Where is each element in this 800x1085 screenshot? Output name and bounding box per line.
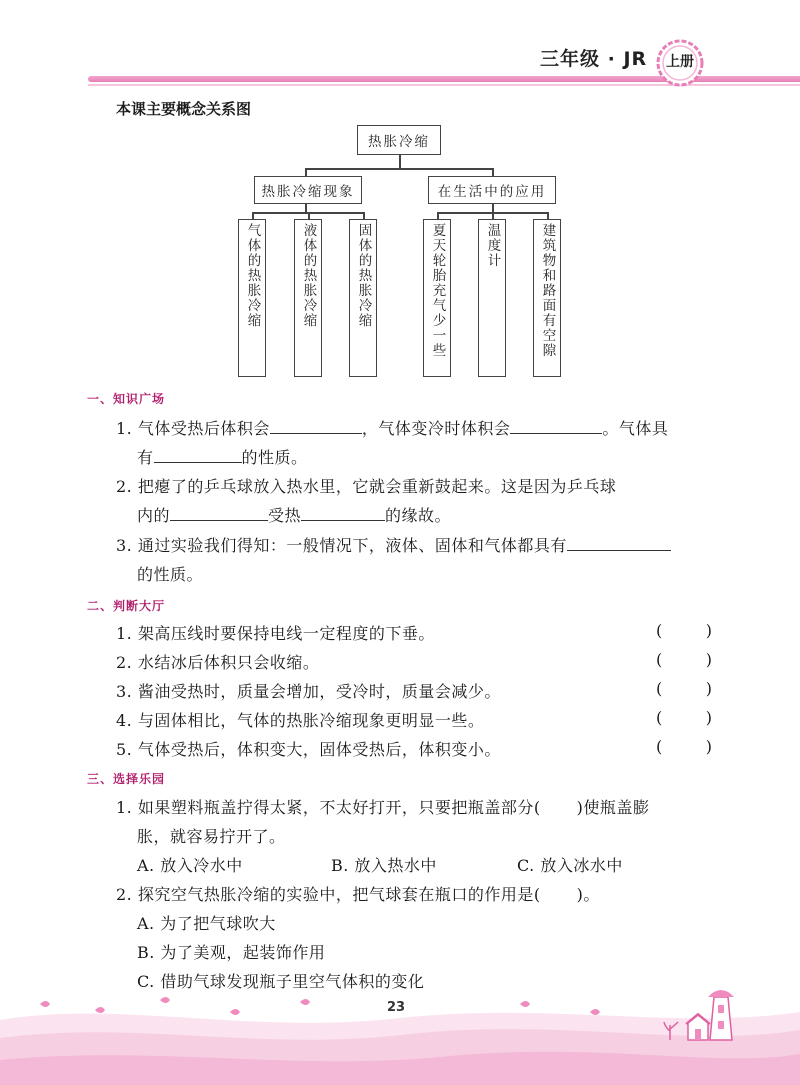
choice-question-1-line-2: 胀，就容易拧开了。 [137, 827, 286, 846]
paren-open: ( [656, 679, 663, 698]
answer-parentheses[interactable] [656, 650, 712, 669]
leaf-label: 夏天轮胎充气少一些 [429, 223, 446, 358]
diagram-leaf [294, 219, 322, 377]
fill-question-1-line-1 [116, 416, 668, 439]
diagram-title: 本课主要概念关系图 [116, 100, 252, 118]
paren-close: ) [705, 650, 712, 669]
answer-blank[interactable] [270, 419, 362, 434]
section-title-judgement: 二、判断大厅 [87, 599, 166, 613]
question-text: 的性质。 [137, 565, 204, 584]
paren-open: ( [656, 650, 663, 669]
paren-close: ) [705, 621, 712, 640]
question-text: )使瓶盖膨 [576, 798, 650, 817]
choice-option-b[interactable]: B. 为了美观，起装饰作用 [137, 943, 326, 962]
leaf-label: 温度计 [484, 223, 501, 268]
fill-question-3-line-2 [137, 562, 203, 585]
section-title-knowledge: 一、知识广场 [87, 392, 166, 406]
choice-option-a[interactable]: A. 为了把气球吹大 [137, 914, 276, 933]
judge-item-2: 2. 水结冰后体积只会收缩。 [116, 653, 320, 672]
leaf-label: 固体的热胀冷缩 [355, 223, 372, 328]
section-title-choice: 三、选择乐园 [87, 772, 166, 786]
diagram-leaf [533, 219, 561, 377]
fill-question-2-line-1 [116, 474, 616, 497]
paren-close: ) [705, 679, 712, 698]
answer-blank[interactable] [301, 506, 385, 521]
question-text: 的性质。 [241, 448, 308, 467]
judge-item-3: 3. 酱油受热时，质量会增加，受冷时，质量会减少。 [116, 682, 501, 701]
question-text: 。气体具 [602, 419, 669, 438]
diagram-leaf [238, 219, 266, 377]
leaf-label: 气体的热胀冷缩 [244, 223, 261, 328]
fill-question-2-line-2 [137, 503, 451, 526]
choice-option-c[interactable]: C. 借助气球发现瓶子里空气体积的变化 [137, 972, 425, 991]
answer-blank[interactable] [510, 419, 602, 434]
choice-option-c[interactable]: C. 放入冰水中 [517, 856, 623, 875]
question-text: 1. 气体受热后体积会 [116, 419, 270, 438]
lighthouse-house-icon [662, 985, 742, 1045]
choice-option-a[interactable]: A. 放入冷水中 [137, 856, 243, 875]
question-text: )。 [576, 885, 600, 904]
answer-blank[interactable] [567, 536, 671, 551]
question-text: ，气体变冷时体积会 [361, 419, 511, 438]
volume-label: 上册 [666, 54, 694, 70]
diagram-leaf [349, 219, 377, 377]
fill-question-1-line-2 [137, 445, 308, 468]
question-text: 的缘故。 [385, 506, 452, 525]
diagram-leaf [478, 219, 506, 377]
leaf-label: 液体的热胀冷缩 [300, 223, 317, 328]
paren-close: ) [705, 708, 712, 727]
diagram-branch-2 [428, 176, 556, 204]
judge-item-4: 4. 与固体相比，气体的热胀冷缩现象更明显一些。 [116, 711, 485, 730]
judge-item-5: 5. 气体受热后，体积变大，固体受热后，体积变小。 [116, 740, 501, 759]
diagram-branch-1 [254, 176, 362, 204]
fill-question-3-line-1 [116, 533, 671, 556]
page-number: 23 [386, 1000, 406, 1015]
choice-question-2 [116, 882, 600, 905]
connector [305, 168, 493, 170]
answer-parentheses[interactable] [656, 708, 712, 727]
question-text: 1. 如果塑料瓶盖拧得太紧，不太好打开，只要把瓶盖部分( [116, 798, 541, 817]
diagram-root [357, 125, 441, 155]
answer-parentheses[interactable] [656, 679, 712, 698]
paren-open: ( [656, 621, 663, 640]
connector [399, 155, 401, 169]
question-text: 3. 通过实验我们得知：一般情况下，液体、固体和气体都具有 [116, 536, 567, 555]
leaf-label: 建筑物和路面有空隙 [539, 223, 556, 358]
answer-parentheses[interactable] [656, 621, 712, 640]
choice-question-1-line-1 [116, 795, 649, 818]
diagram-leaf [423, 219, 451, 377]
diagram-root-label: 热胀冷缩 [368, 134, 430, 150]
answer-parentheses[interactable] [656, 737, 712, 756]
grade-label: 三年级 · JR [540, 48, 648, 70]
branch-label: 在生活中的应用 [437, 184, 547, 200]
question-text: 有 [137, 448, 154, 467]
question-text: 内的 [137, 506, 171, 525]
answer-blank[interactable] [154, 448, 242, 463]
paren-open: ( [656, 708, 663, 727]
question-text: 2. 探究空气热胀冷缩的实验中，把气球套在瓶口的作用是( [116, 885, 541, 904]
paren-close: ) [705, 737, 712, 756]
branch-label: 热胀冷缩现象 [261, 184, 355, 200]
answer-blank[interactable] [170, 506, 268, 521]
paren-open: ( [656, 737, 663, 756]
judge-item-1: 1. 架高压线时要保持电线一定程度的下垂。 [116, 624, 435, 643]
question-text: 受热 [268, 506, 302, 525]
question-text: 2. 把瘪了的乒乓球放入热水里，它就会重新鼓起来。这是因为乒乓球 [116, 477, 617, 496]
choice-option-b[interactable]: B. 放入热水中 [331, 856, 437, 875]
